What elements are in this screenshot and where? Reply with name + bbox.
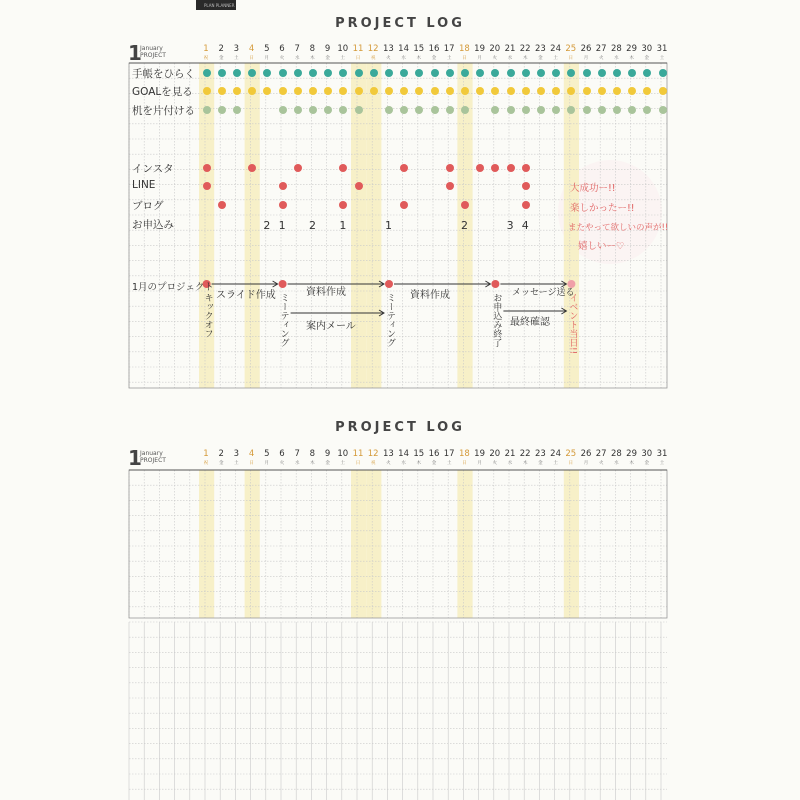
habit-dot [522,106,530,114]
day-of-week: 木 [629,461,634,466]
bottom-month-number: 1 [128,446,142,470]
day-of-week: 土 [446,56,452,61]
habit-dot [431,87,439,95]
milestone-dot [279,280,287,288]
habit-dot [233,69,241,77]
day-number: 9 [324,44,331,54]
habit-dot [537,106,545,114]
top-month-name: January [140,45,163,52]
task-mail: 案内メール [306,321,356,332]
application-count: 2 [461,219,468,232]
top-month-number: 1 [128,41,142,65]
task-docs-2: 資料作成 [410,290,450,301]
day-of-week: 月 [264,461,270,466]
application-count: 2 [263,219,271,232]
day-number: 18 [458,44,470,54]
day-number: 7 [294,44,300,54]
day-number: 3 [233,44,240,54]
habit-dot [355,69,363,77]
day-number: 13 [382,44,394,54]
note-again: またやって欲しいの声が!! [568,223,669,233]
habit-dot [461,87,469,95]
habit-dot [294,106,302,114]
holiday-column [564,470,579,618]
day-of-week: 木 [310,461,315,466]
day-number: 29 [626,44,637,54]
day-of-week: 水 [294,461,300,466]
day-number: 4 [248,449,255,459]
task-message: メッセージ送る [512,288,575,298]
day-number: 12 [367,44,379,54]
day-number: 25 [565,44,577,54]
task-slide: スライド作成 [216,290,276,301]
day-of-week: 祝 [370,56,376,61]
day-number: 31 [656,449,668,459]
day-of-week: 水 [614,461,619,466]
habit-dot [294,164,302,172]
habit-row-label: お申込み [132,219,174,231]
day-number: 17 [443,44,455,54]
holiday-column [351,470,366,618]
day-number: 2 [218,44,224,54]
habit-dot [431,106,439,114]
day-of-week: 木 [310,56,315,61]
day-of-week: 金 [644,56,650,61]
habit-dot [279,201,287,209]
day-number: 9 [324,449,331,459]
holiday-column [199,470,214,618]
day-of-week: 金 [431,461,437,466]
day-of-week: 火 [279,56,285,61]
holiday-column [366,63,381,388]
day-of-week: 土 [446,461,452,466]
habit-dot [522,69,530,77]
habit-dot [218,69,226,77]
day-number: 20 [489,449,501,459]
day-number: 7 [294,449,300,459]
day-number: 19 [474,449,485,459]
day-of-week: 水 [614,56,619,61]
day-of-week: 水 [401,461,406,466]
habit-dot [522,182,530,190]
day-number: 28 [610,44,622,54]
day-number: 1 [203,44,209,54]
habit-dot [598,87,606,95]
habit-dot [659,69,667,77]
habit-row-label: 机を片付ける [132,105,195,117]
application-count: 4 [521,219,529,232]
day-of-week: 土 [553,56,558,61]
day-of-week: 金 [538,461,543,466]
habit-row-label: インスタ [132,163,174,175]
project-row-label: 1月のプロジェクト [132,282,214,293]
day-of-week: 金 [325,56,330,61]
day-number: 30 [641,44,653,54]
habit-row-label: LINE [132,179,156,191]
milestone-label: ミーティング [278,293,289,347]
day-number: 5 [264,44,270,54]
habit-dot [537,69,545,77]
day-of-week: 火 [598,461,604,466]
day-number: 21 [504,44,516,54]
day-number: 23 [534,44,546,54]
milestone-dot [385,280,393,288]
task-final-check: 最終確認 [510,317,550,328]
habit-dot [203,69,211,77]
habit-dot [598,106,606,114]
day-of-week: 金 [218,461,224,466]
note-fun: 楽しかったー!! [570,203,635,214]
application-count: 2 [309,219,316,232]
day-of-week: 金 [538,56,543,61]
habit-dot [218,87,226,95]
day-number: 11 [352,449,364,459]
habit-dot [355,87,363,95]
day-of-week: 土 [659,56,665,61]
day-number: 24 [550,44,561,54]
day-of-week: 土 [234,56,239,61]
habit-dot [294,69,302,77]
day-number: 3 [233,449,240,459]
habit-dot [583,106,591,114]
habit-dot [279,182,287,190]
habit-dot [522,164,530,172]
milestone-label: お申込み終了 [491,293,502,347]
day-number: 1 [203,449,209,459]
application-count: 1 [339,219,347,232]
habit-dot [218,106,226,114]
day-of-week: 木 [522,56,528,61]
habit-dot [309,69,317,77]
day-of-week: 土 [340,56,346,61]
day-number: 13 [382,449,394,459]
habit-dot [507,69,515,77]
day-of-week: 木 [629,56,634,61]
habit-dot [446,182,454,190]
habit-dot [446,87,454,95]
habit-dot [613,69,621,77]
habit-dot [446,106,454,114]
day-of-week: 日 [249,56,254,61]
day-number: 28 [610,449,622,459]
habit-dot [385,69,393,77]
milestone-label: イベント当日!! [567,293,578,355]
day-number: 20 [489,44,501,54]
day-number: 18 [458,449,470,459]
top-month-sub: PROJECT [140,52,166,59]
bottom-month-name: January [140,450,163,457]
day-of-week: 祝 [370,461,376,466]
day-number: 27 [595,449,607,459]
habit-dot [507,164,515,172]
habit-dot [203,164,211,172]
day-of-week: 火 [492,461,498,466]
day-of-week: 日 [462,56,467,61]
day-of-week: 月 [477,56,482,61]
task-docs-1: 資料作成 [306,287,346,298]
habit-dot [446,69,454,77]
day-of-week: 火 [386,56,391,61]
day-of-week: 土 [553,461,558,466]
day-number: 8 [309,44,316,54]
day-number: 2 [218,449,224,459]
habit-dot [203,182,211,190]
habit-dot [355,182,363,190]
day-number: 15 [413,44,425,54]
day-of-week: 木 [522,461,528,466]
day-number: 22 [519,44,531,54]
day-of-week: 水 [294,56,300,61]
habit-dot [446,164,454,172]
day-of-week: 金 [325,461,330,466]
day-of-week: 火 [492,56,498,61]
day-number: 5 [264,449,270,459]
habit-dot [233,87,241,95]
habit-dot [522,201,530,209]
milestone-dot [491,280,499,288]
habit-dot [507,87,515,95]
habit-dot [659,106,667,114]
note-success: 大成功ー!! [570,183,616,194]
habit-dot [385,87,393,95]
milestone-label: キックオフ [202,293,213,338]
day-of-week: 日 [568,461,574,466]
day-number: 8 [309,449,316,459]
habit-dot [583,69,591,77]
day-number: 23 [534,449,546,459]
day-of-week: 月 [264,56,270,61]
habit-dot [613,87,621,95]
day-number: 10 [337,44,349,54]
day-number: 12 [367,449,379,459]
bottom-month-sub: PROJECT [140,457,166,464]
day-of-week: 水 [507,56,513,61]
milestone-label: ミーティング [385,293,395,347]
habit-dot [355,106,363,114]
note-happy: 嬉しいー♡ [578,241,625,252]
day-number: 19 [474,44,485,54]
day-number: 29 [626,449,637,459]
bottom-log-title: PROJECT LOG [335,420,465,435]
day-of-week: 火 [598,56,604,61]
habit-dot [522,87,530,95]
habit-dot [370,87,378,95]
day-of-week: 祝 [203,461,209,466]
application-count: 1 [385,219,392,232]
holiday-column [245,470,260,618]
habit-row-label: ブログ [132,200,164,212]
day-of-week: 火 [386,461,391,466]
day-of-week: 木 [416,56,422,61]
day-number: 6 [279,449,285,459]
day-of-week: 月 [583,461,589,466]
top-log-title: PROJECT LOG [335,16,465,31]
day-number: 6 [279,44,285,54]
day-of-week: 日 [355,56,361,61]
habit-dot [309,106,317,114]
day-of-week: 土 [340,461,346,466]
habit-dot [218,201,226,209]
habit-dot [659,87,667,95]
day-of-week: 土 [234,461,239,466]
day-number: 27 [595,44,607,54]
habit-dot [431,69,439,77]
day-of-week: 木 [416,461,422,466]
habit-dot [613,106,621,114]
habit-dot [598,69,606,77]
day-number: 26 [580,449,592,459]
day-of-week: 金 [218,56,224,61]
day-number: 14 [398,449,409,459]
day-number: 4 [248,44,255,54]
habit-dot [279,69,287,77]
habit-dot [203,106,211,114]
day-of-week: 月 [583,56,589,61]
day-number: 22 [519,449,531,459]
habit-dot [583,87,591,95]
day-of-week: 月 [477,461,482,466]
day-number: 17 [443,449,455,459]
day-number: 31 [656,44,668,54]
day-number: 11 [352,44,364,54]
day-of-week: 日 [249,461,254,466]
day-number: 25 [565,449,577,459]
habit-dot [507,106,515,114]
habit-dot [309,87,317,95]
day-number: 15 [413,449,425,459]
habit-dot [461,106,469,114]
day-of-week: 金 [644,461,650,466]
habit-row-label: 手帳をひらく [132,68,195,80]
day-of-week: 日 [462,461,467,466]
day-of-week: 火 [279,461,285,466]
holiday-column [366,470,381,618]
habit-dot [233,106,241,114]
day-of-week: 土 [659,461,665,466]
holiday-column [457,470,472,618]
page-tab-text: PLAN PLANNER [204,3,235,8]
day-number: 21 [504,449,516,459]
habit-dot [461,201,469,209]
day-number: 16 [428,44,440,54]
habit-dot [385,106,393,114]
habit-dot [537,87,545,95]
day-number: 26 [580,44,592,54]
habit-dot [279,106,287,114]
habit-row-label: GOALを見る [132,86,193,98]
day-of-week: 日 [568,56,574,61]
habit-dot [203,87,211,95]
habit-dot [279,87,287,95]
day-number: 16 [428,449,440,459]
habit-dot [370,69,378,77]
day-of-week: 金 [431,56,437,61]
habit-dot [294,87,302,95]
day-of-week: 日 [355,461,361,466]
day-number: 10 [337,449,349,459]
day-of-week: 水 [507,461,513,466]
day-of-week: 祝 [203,56,209,61]
day-of-week: 水 [401,56,406,61]
application-count: 1 [278,219,286,232]
application-count: 3 [506,219,514,232]
day-number: 24 [550,449,561,459]
habit-dot [461,69,469,77]
holiday-column [245,63,260,388]
day-number: 30 [641,449,653,459]
day-number: 14 [398,44,409,54]
